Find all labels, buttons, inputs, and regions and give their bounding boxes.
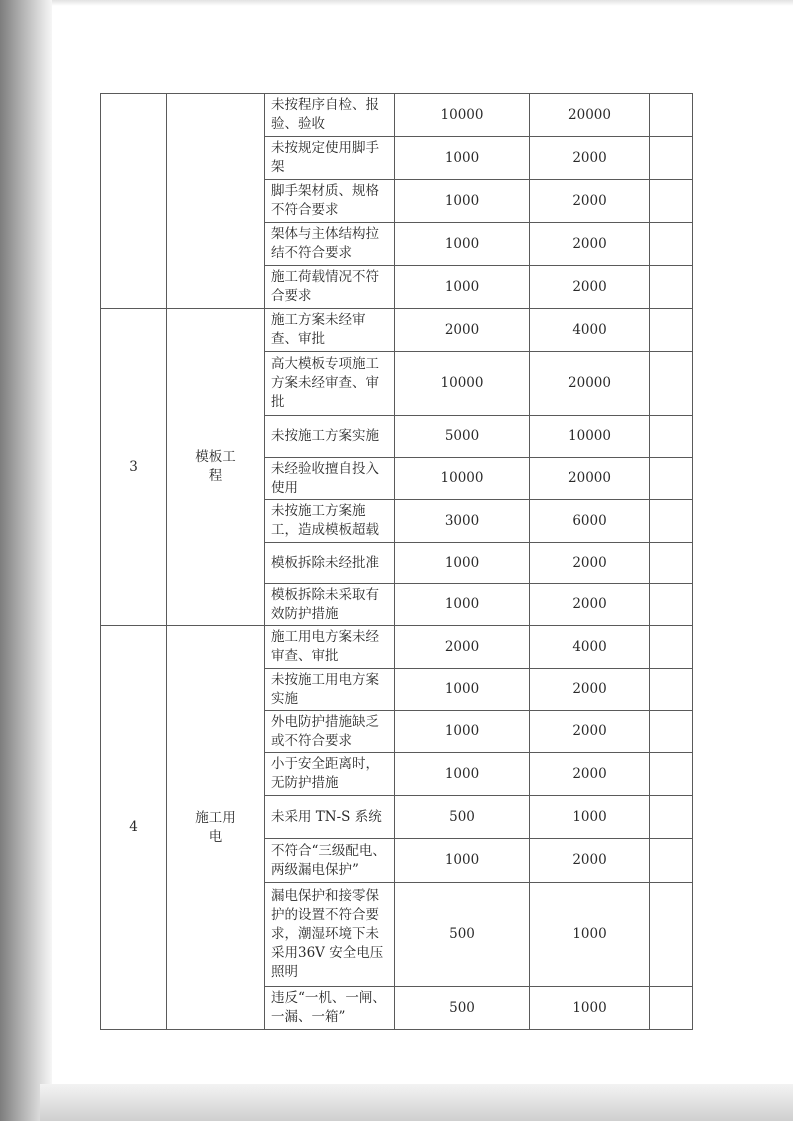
note-cell — [650, 458, 693, 500]
fine-min: 1000 — [395, 839, 530, 883]
fine-max: 1000 — [530, 796, 650, 839]
violation-item: 模板拆除未采取有效防护措施 — [265, 584, 395, 626]
table-row — [101, 626, 693, 669]
violation-item: 施工方案未经审查、审批 — [265, 309, 395, 352]
fine-max: 20000 — [530, 94, 650, 137]
note-cell — [650, 309, 693, 352]
note-cell — [650, 796, 693, 839]
violation-item: 小于安全距离时，无防护措施 — [265, 753, 395, 796]
note-cell — [650, 669, 693, 711]
note-cell — [650, 416, 693, 458]
note-cell — [650, 500, 693, 543]
fine-min: 1000 — [395, 711, 530, 753]
fine-min: 500 — [395, 987, 530, 1030]
fine-max: 10000 — [530, 416, 650, 458]
violation-item: 施工荷载情况不符合要求 — [265, 266, 395, 309]
violation-item: 未按规定使用脚手架 — [265, 137, 395, 180]
note-cell — [650, 839, 693, 883]
note-cell — [650, 352, 693, 416]
fine-min: 1000 — [395, 266, 530, 309]
fine-max: 20000 — [530, 458, 650, 500]
note-cell — [650, 266, 693, 309]
scan-bottom-edge — [40, 1084, 793, 1121]
violation-item: 未经验收擅自投入使用 — [265, 458, 395, 500]
group-category: 施工用电 — [167, 626, 265, 1030]
violation-item: 脚手架材质、规格不符合要求 — [265, 180, 395, 223]
table-row — [101, 309, 693, 352]
fine-min: 1000 — [395, 180, 530, 223]
violation-item: 施工用电方案未经审查、审批 — [265, 626, 395, 669]
group-number: 4 — [101, 626, 167, 1030]
group-category: 模板工程 — [167, 309, 265, 626]
fine-min: 1000 — [395, 753, 530, 796]
note-cell — [650, 94, 693, 137]
fine-max: 4000 — [530, 626, 650, 669]
violation-item: 模板拆除未经批准 — [265, 543, 395, 584]
fine-max: 2000 — [530, 180, 650, 223]
table-row — [101, 94, 693, 137]
violation-item: 高大模板专项施工方案未经审查、审批 — [265, 352, 395, 416]
note-cell — [650, 137, 693, 180]
fine-min: 500 — [395, 883, 530, 987]
fine-min: 2000 — [395, 309, 530, 352]
violation-item: 漏电保护和接零保护的设置不符合要求，潮湿环境下未采用36V 安全电压照明 — [265, 883, 395, 987]
group-number — [101, 94, 167, 309]
violation-item: 不符合“三级配电、两级漏电保护” — [265, 839, 395, 883]
violation-item: 外电防护措施缺乏或不符合要求 — [265, 711, 395, 753]
fine-min: 1000 — [395, 137, 530, 180]
fine-min: 1000 — [395, 543, 530, 584]
note-cell — [650, 883, 693, 987]
fine-max: 1000 — [530, 987, 650, 1030]
violation-item: 未按施工方案实施 — [265, 416, 395, 458]
note-cell — [650, 626, 693, 669]
note-cell — [650, 987, 693, 1030]
fine-max: 1000 — [530, 883, 650, 987]
fine-min: 5000 — [395, 416, 530, 458]
violation-item: 违反“一机、一闸、一漏、一箱” — [265, 987, 395, 1030]
penalty-table — [100, 93, 693, 1030]
fine-min: 1000 — [395, 584, 530, 626]
violation-item: 架体与主体结构拉结不符合要求 — [265, 223, 395, 266]
fine-max: 2000 — [530, 543, 650, 584]
fine-min: 10000 — [395, 458, 530, 500]
note-cell — [650, 180, 693, 223]
fine-max: 2000 — [530, 839, 650, 883]
violation-item: 未按施工方案施工，造成模板超载 — [265, 500, 395, 543]
fine-max: 2000 — [530, 711, 650, 753]
note-cell — [650, 753, 693, 796]
group-category — [167, 94, 265, 309]
note-cell — [650, 223, 693, 266]
violation-item: 未按程序自检、报验、验收 — [265, 94, 395, 137]
fine-min: 3000 — [395, 500, 530, 543]
scan-binding-shadow — [0, 0, 52, 1121]
note-cell — [650, 543, 693, 584]
fine-max: 6000 — [530, 500, 650, 543]
group-number: 3 — [101, 309, 167, 626]
fine-min: 1000 — [395, 669, 530, 711]
fine-max: 4000 — [530, 309, 650, 352]
violation-item: 未采用 TN-S 系统 — [265, 796, 395, 839]
fine-min: 10000 — [395, 94, 530, 137]
fine-min: 10000 — [395, 352, 530, 416]
violation-item: 未按施工用电方案实施 — [265, 669, 395, 711]
fine-max: 2000 — [530, 266, 650, 309]
scan-top-edge — [52, 0, 793, 6]
fine-max: 2000 — [530, 223, 650, 266]
fine-min: 500 — [395, 796, 530, 839]
note-cell — [650, 584, 693, 626]
fine-max: 2000 — [530, 584, 650, 626]
fine-max: 2000 — [530, 669, 650, 711]
fine-min: 1000 — [395, 223, 530, 266]
fine-max: 20000 — [530, 352, 650, 416]
fine-max: 2000 — [530, 753, 650, 796]
fine-max: 2000 — [530, 137, 650, 180]
fine-min: 2000 — [395, 626, 530, 669]
note-cell — [650, 711, 693, 753]
